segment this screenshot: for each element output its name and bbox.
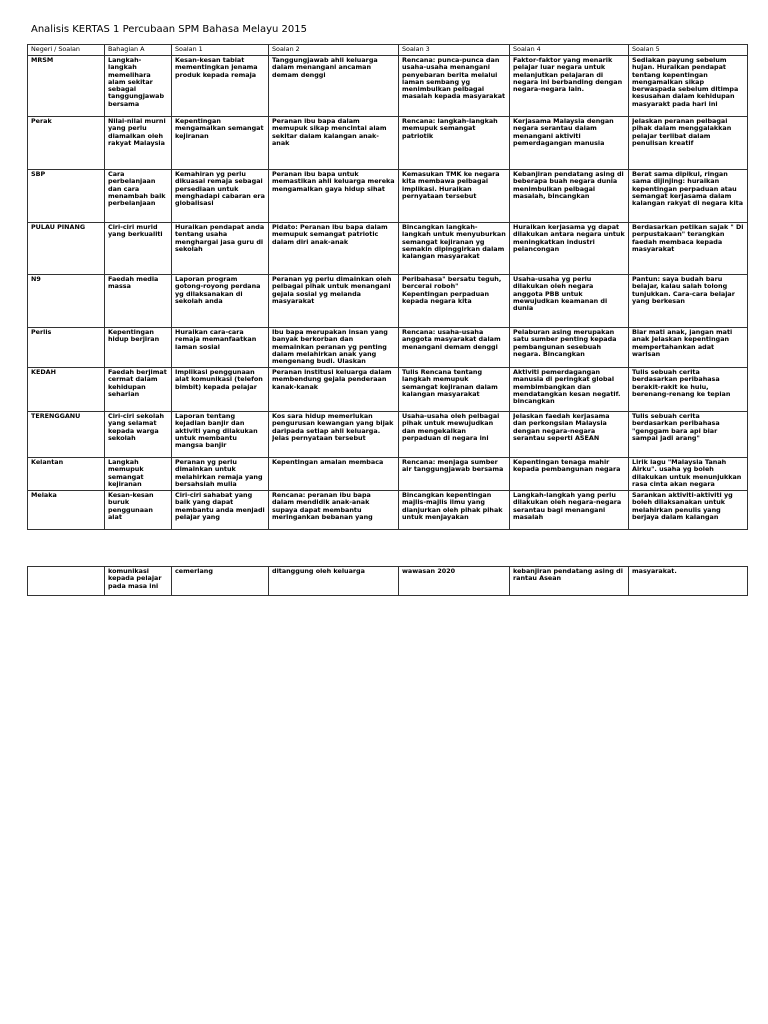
table-cell bbox=[510, 117, 629, 170]
table-cell bbox=[510, 491, 629, 530]
table-cell bbox=[629, 491, 748, 530]
table-cell bbox=[172, 491, 269, 530]
cell-text: Melaka bbox=[31, 492, 57, 499]
table-cell bbox=[172, 223, 269, 275]
cell-text: Rencana: punca-punca dan usaha-usaha menangani penyebaran berita melalui laman sembang yg menimbulkan pelbagai masalah kepada masyarakat bbox=[402, 57, 506, 101]
continuation-row bbox=[28, 567, 748, 596]
cell-text: Tulis sebuah cerita berdasarkan peribahasa berakit-rakit ke hulu, berenang-renang ke tepian bbox=[632, 369, 731, 398]
cell-text: Rencana: peranan ibu bapa dalam mendidik anak-anak supaya dapat membantu meringankan bebanan yang bbox=[272, 492, 373, 521]
cell-text: Pelaburan asing merupakan satu sumber penting kepada pembangunan sesebuah negara. Bincangkan bbox=[513, 329, 617, 358]
cell-text: Ibu bapa merupakan insan yang banyak berkorban dan memainkan peranan yg penting dalam melahirkan anak yang mengenang budi. Ulaskan bbox=[272, 329, 388, 366]
table-cell bbox=[510, 223, 629, 275]
cell-text: Laporan tentang kejadian banjir dan aktiviti yang dilakukan untuk membantu mangsa banjir bbox=[175, 413, 258, 450]
document-title: Analisis KERTAS 1 Percubaan SPM Bahasa Melayu 2015 bbox=[31, 24, 307, 35]
table-cell bbox=[269, 56, 399, 117]
cell-text: Bahagian A bbox=[108, 46, 145, 53]
table-cell bbox=[105, 567, 172, 596]
cell-text: Berdasarkan petikan sajak " Di perpustakaan" terangkan faedah membaca kepada masyarakat bbox=[632, 224, 744, 253]
cell-text: Perak bbox=[31, 118, 52, 125]
analysis-table bbox=[27, 44, 748, 530]
table-cell bbox=[510, 275, 629, 328]
cell-text: Peranan institusi keluarga dalam membendung gejala penderaan kanak-kanak bbox=[272, 369, 392, 391]
table-header-row bbox=[28, 45, 748, 56]
table-cell bbox=[105, 275, 172, 328]
cell-text: Nilai-nilai murni yang perlu diamalkan oleh rakyat Malaysia bbox=[108, 118, 166, 147]
cell-text: Peribahasa" bersatu teguh, bercerai roboh" Kepentingan perpaduan kepada negara kita bbox=[402, 276, 502, 305]
cell-text: Kesan-kesan tabiat mementingkan jenama produk kepada remaja bbox=[175, 57, 258, 79]
table-cell bbox=[269, 368, 399, 412]
table-cell bbox=[269, 170, 399, 223]
cell-text: Langkah-langkah memelihara alam sekitar sebagai tanggungjawab bersama bbox=[108, 57, 165, 108]
table-cell bbox=[105, 223, 172, 275]
cell-text: Kepentingan amalan membaca bbox=[272, 459, 384, 466]
table-cell bbox=[172, 328, 269, 368]
table-cell bbox=[172, 412, 269, 458]
table-cell bbox=[105, 328, 172, 368]
cell-text: Kesan-kesan buruk penggunaan alat bbox=[108, 492, 154, 521]
table-cell bbox=[629, 223, 748, 275]
table-cell bbox=[629, 412, 748, 458]
table-cell bbox=[629, 56, 748, 117]
table-cell bbox=[28, 275, 105, 328]
cell-text: Kelantan bbox=[31, 459, 64, 466]
cell-text: wawasan 2020 bbox=[402, 568, 456, 575]
table-cell bbox=[105, 412, 172, 458]
table-cell bbox=[629, 567, 748, 596]
table-cell bbox=[510, 412, 629, 458]
cell-text: Soalan 1 bbox=[175, 46, 203, 53]
cell-text: Biar mati anak, jangan mati anak Jelaskan kepentingan mempertahankan adat warisan bbox=[632, 329, 733, 358]
table-cell bbox=[629, 170, 748, 223]
table-row bbox=[28, 223, 748, 275]
cell-text: Implikasi penggunaan alat komunikasi (telefon bimbit) kepada pelajar bbox=[175, 369, 263, 391]
table-cell bbox=[28, 368, 105, 412]
table-cell bbox=[399, 368, 510, 412]
table-row bbox=[28, 117, 748, 170]
table-row bbox=[28, 56, 748, 117]
table-row bbox=[28, 328, 748, 368]
table-cell bbox=[172, 275, 269, 328]
table-cell bbox=[172, 567, 269, 596]
table-cell bbox=[172, 368, 269, 412]
cell-text: KEDAH bbox=[31, 369, 56, 376]
table-cell bbox=[399, 328, 510, 368]
table-cell bbox=[172, 170, 269, 223]
cell-text: Usaha-usaha yg perlu dilakukan oleh negara anggota PBB untuk mewujudkan keamanan di dunia bbox=[513, 276, 608, 313]
table-cell bbox=[269, 223, 399, 275]
table-cell bbox=[629, 368, 748, 412]
table-cell bbox=[510, 170, 629, 223]
cell-text: N9 bbox=[31, 276, 41, 283]
cell-text: Tanggungjawab ahli keluarga dalam menangani ancaman demam denggi bbox=[272, 57, 378, 79]
cell-text: Bincangkan langkah-langkah untuk menyuburkan semangat kejiranan yg semakin dipinggirkan dalam kalangan masyarakat bbox=[402, 224, 506, 261]
cell-text: Peranan yg perlu dimainkan oleh pelbagai pihak untuk menangani gejala sosial yg melanda masyarakat bbox=[272, 276, 392, 305]
table-cell bbox=[269, 412, 399, 458]
cell-text: Rencana: usaha-usaha anggota masyarakat dalam menangani demam denggi bbox=[402, 329, 501, 351]
cell-text: Langkah memupuk semangat kejiranan bbox=[108, 459, 144, 488]
table-cell bbox=[105, 117, 172, 170]
table-cell bbox=[269, 567, 399, 596]
cell-text: Peranan ibu bapa dalam memupuk sikap mencintai alam sekitar dalam kalangan anak-anak bbox=[272, 118, 387, 147]
cell-text: Usaha-usaha oleh pelbagai pihak untuk mewujudkan dan mengekalkan perpaduan di negara ini bbox=[402, 413, 500, 442]
cell-text: Kepentingan hidup berjiran bbox=[108, 329, 160, 344]
cell-text: Tulis Rencana tentang langkah memupuk semangat kejiranan dalam kalangan masyarakat bbox=[402, 369, 498, 398]
table-cell bbox=[399, 117, 510, 170]
table-row bbox=[28, 275, 748, 328]
cell-text: Soalan 4 bbox=[513, 46, 541, 53]
cell-text: Kos sara hidup memerlukan pengurusan kewangan yang bijak daripada setiap ahli keluarga. Jelas pernyataan tersebut bbox=[272, 413, 394, 442]
table-cell bbox=[172, 45, 269, 56]
table-cell bbox=[28, 223, 105, 275]
table-cell bbox=[28, 328, 105, 368]
cell-text: Pidato: Peranan ibu bapa dalam memupuk semangat patriotic dalam diri anak-anak bbox=[272, 224, 388, 246]
table-cell bbox=[28, 170, 105, 223]
table-row bbox=[28, 368, 748, 412]
cell-text: Huraikan cara-cara remaja memanfaatkan laman sosial bbox=[175, 329, 257, 351]
cell-text: Rencana: menjaga sumber air tanggungjawab bersama bbox=[402, 459, 504, 474]
cell-text: Langkah-langkah yang perlu dilakukan oleh negara-negara serantau bagi menangani masalah bbox=[513, 492, 622, 521]
table-cell bbox=[629, 45, 748, 56]
table-cell bbox=[399, 170, 510, 223]
table-cell bbox=[105, 45, 172, 56]
cell-text: Soalan 5 bbox=[632, 46, 660, 53]
cell-text: Kemasukan TMK ke negara kita membawa pelbagai implikasi. Huraikan pernyataan tersebut bbox=[402, 171, 500, 200]
cell-text: Ciri-ciri sekolah yang selamat kepada warga sekolah bbox=[108, 413, 165, 442]
table-cell bbox=[399, 567, 510, 596]
table-cell bbox=[629, 275, 748, 328]
table-cell bbox=[28, 117, 105, 170]
table-row bbox=[28, 170, 748, 223]
cell-text: SBP bbox=[31, 171, 46, 178]
cell-text: Peranan yg perlu dimainkan untuk melahirkan remaja yang bersahsiah mulia bbox=[175, 459, 263, 488]
table-cell bbox=[399, 223, 510, 275]
cell-text: Peranan ibu bapa untuk memastikan ahli keluarga mereka mengamalkan gaya hidup sihat bbox=[272, 171, 395, 193]
table-cell bbox=[399, 491, 510, 530]
cell-text: Sarankan aktiviti-aktiviti yg boleh dilaksanakan untuk melahirkan penulis yang berjaya dalam kalangan bbox=[632, 492, 733, 521]
cell-text: Huraikan pendapat anda tentang usaha menghargai jasa guru di sekolah bbox=[175, 224, 265, 253]
cell-text: Kebanjiran pendatang asing di beberapa buah negara dunia menimbulkan pelbagai masalah, bincangkan bbox=[513, 171, 624, 200]
table-cell bbox=[105, 56, 172, 117]
table-cell bbox=[399, 56, 510, 117]
continuation-table bbox=[27, 566, 748, 596]
cell-text: Kerjasama Malaysia dengan negara serantau dalam menangani aktiviti pemerdagangan manusia bbox=[513, 118, 614, 147]
cell-text: Faedah media massa bbox=[108, 276, 159, 291]
table-cell bbox=[510, 458, 629, 491]
table-cell bbox=[28, 567, 105, 596]
table-cell bbox=[28, 491, 105, 530]
table-cell bbox=[510, 56, 629, 117]
cell-text: Soalan 3 bbox=[402, 46, 430, 53]
table-cell bbox=[629, 328, 748, 368]
table-cell bbox=[510, 567, 629, 596]
cell-text: Negeri / Soalan bbox=[31, 46, 80, 53]
cell-text: Rencana: langkah-langkah memupuk semangat patriotik bbox=[402, 118, 498, 140]
table-cell bbox=[28, 45, 105, 56]
cell-text: Berat sama dipikul, ringan sama dijinjing: huraikan kepentingan perpaduan atau semangat kerjasama dalam kalangan rakyat di negara kita bbox=[632, 171, 744, 208]
cell-text: masyarakat. bbox=[632, 568, 677, 575]
table-cell bbox=[28, 458, 105, 491]
table-cell bbox=[629, 458, 748, 491]
cell-text: Bincangkan kepentingan majlis-majlis ilmu yang dianjurkan oleh pihak pihak untuk menjayakan bbox=[402, 492, 503, 521]
cell-text: Perlis bbox=[31, 329, 52, 336]
table-cell bbox=[172, 56, 269, 117]
cell-text: Faktor-faktor yang menarik pelajar luar negara untuk melanjutkan pelajaran di negara ini berbanding dengan negara-negara lain. bbox=[513, 57, 623, 94]
table-cell bbox=[269, 458, 399, 491]
cell-text: Laporan program gotong-royong perdana yg dilaksanakan di sekolah anda bbox=[175, 276, 261, 305]
table-cell bbox=[269, 491, 399, 530]
table-cell bbox=[28, 412, 105, 458]
cell-text: Aktiviti pemerdagangan manusia di peringkat global membimbangkan dan mendatangkan kesan negatif. bincangkan bbox=[513, 369, 621, 406]
table-cell bbox=[399, 45, 510, 56]
cell-text: Cara perbelanjaan dan cara menambah baik perbelanjaan bbox=[108, 171, 166, 208]
cell-text: Jelaskan peranan pelbagai pihak dalam menggalakkan pelajar terlibat dalam penulisan kreatif bbox=[632, 118, 732, 147]
table-cell bbox=[28, 56, 105, 117]
table-row bbox=[28, 491, 748, 530]
cell-text: Jelaskan faedah kerjasama dan perkongsian Malaysia dengan negara-negara serantau seperti ASEAN bbox=[513, 413, 610, 442]
cell-text: Faedah berjimat cermat dalam kehidupan seharian bbox=[108, 369, 167, 398]
table-cell bbox=[399, 275, 510, 328]
cell-text: TERENGGANU bbox=[31, 413, 81, 420]
table-cell bbox=[510, 45, 629, 56]
table-cell bbox=[629, 117, 748, 170]
table-cell bbox=[105, 170, 172, 223]
table-cell bbox=[172, 117, 269, 170]
table-cell bbox=[105, 491, 172, 530]
table-cell bbox=[269, 328, 399, 368]
cell-text: Kepentingan mengamalkan semangat kejiranan bbox=[175, 118, 264, 140]
cell-text: Ciri-ciri murid yang berkualiti bbox=[108, 224, 163, 239]
cell-text: Kemahiran yg perlu dikuasai remaja sebagai persediaan untuk menghadapi cabaran era globalisasi bbox=[175, 171, 265, 208]
table-cell bbox=[269, 45, 399, 56]
cell-text: Ciri-ciri sahabat yang baik yang dapat membantu anda menjadi pelajar yang bbox=[175, 492, 265, 521]
cell-text: Lirik lagu "Malaysia Tanah Airku". usaha yg boleh dilakukan untuk menunjukkan rasa cinta akan negara bbox=[632, 459, 742, 488]
cell-text: Sediakan payung sebelum hujan. Huraikan pendapat tentang kepentingan mengamalkan sikap berwaspada sebelum ditimpa kesusahan dalam kehidupan masyarakt pada hari ini bbox=[632, 57, 739, 108]
cell-text: komunikasi kepada pelajar pada masa ini bbox=[108, 568, 162, 590]
table-cell bbox=[510, 328, 629, 368]
table-row bbox=[28, 458, 748, 491]
cell-text: Pantun: saya budah baru belajar, kalau salah tolong tunjukkan. Cara-cara belajar yang berkesan bbox=[632, 276, 735, 305]
table-cell bbox=[269, 275, 399, 328]
table-row bbox=[28, 412, 748, 458]
cell-text: cemerlang bbox=[175, 568, 213, 575]
table-cell bbox=[399, 412, 510, 458]
cell-text: Tulis sebuah cerita berdasarkan peribahasa "genggam bara api biar sampai jadi arang" bbox=[632, 413, 720, 442]
cell-text: PULAU PINANG bbox=[31, 224, 86, 231]
cell-text: Huraikan kerjasama yg dapat dilakukan antara negara untuk meningkatkan industri pelancongan bbox=[513, 224, 625, 253]
cell-text: MRSM bbox=[31, 57, 54, 64]
table-cell bbox=[105, 368, 172, 412]
cell-text bbox=[31, 568, 101, 595]
table-cell bbox=[105, 458, 172, 491]
cell-text: Soalan 2 bbox=[272, 46, 300, 53]
cell-text: kebanjiran pendatang asing di rantau Asean bbox=[513, 568, 623, 583]
table-cell bbox=[510, 368, 629, 412]
table-cell bbox=[172, 458, 269, 491]
table-cell bbox=[399, 458, 510, 491]
cell-text: Kepentingan tenaga mahir kepada pembangunan negara bbox=[513, 459, 621, 474]
table-cell bbox=[269, 117, 399, 170]
cell-text: ditanggung oleh keluarga bbox=[272, 568, 365, 575]
